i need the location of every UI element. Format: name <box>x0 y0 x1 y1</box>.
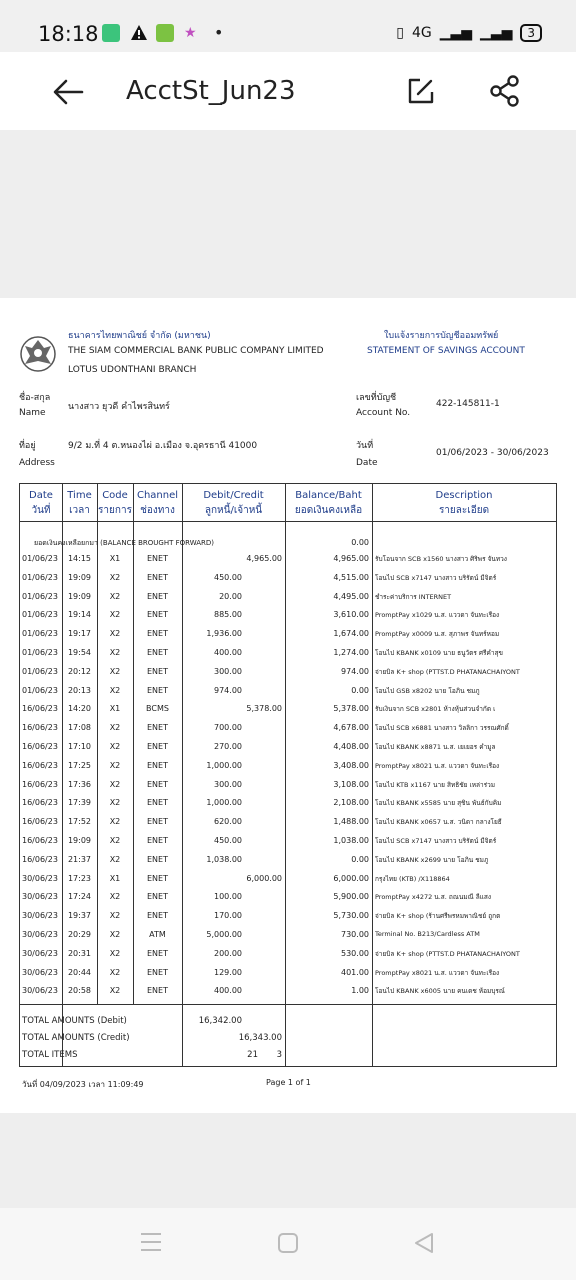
row-code: X2 <box>109 648 121 657</box>
home-icon[interactable] <box>277 1232 299 1254</box>
row-channel: ENET <box>147 854 168 864</box>
col-time: Time <box>67 490 92 501</box>
app-bar <box>0 52 576 130</box>
row-debit: 270.00 <box>214 742 242 751</box>
row-time: 14:15 <box>67 554 92 563</box>
date-label: Date <box>356 458 378 468</box>
row-balance: 4,495.00 <box>333 591 369 601</box>
page-number: Page 1 of 1 <box>266 1078 311 1087</box>
row-channel: ENET <box>147 760 168 770</box>
row-balance: 3,108.00 <box>333 779 369 789</box>
row-debit: 450.00 <box>214 836 242 845</box>
account-label-thai: เลขที่บัญชี <box>356 393 397 403</box>
row-debit: 400.00 <box>214 986 242 996</box>
row-description: รับโอนจาก SCB x1560 นางสาว ศิริพร จันทวง <box>375 555 507 563</box>
row-balance: 4,965.00 <box>333 554 369 563</box>
row-debit: 974.00 <box>214 685 242 695</box>
row-balance: 5,730.00 <box>333 911 369 921</box>
col-balance-thai: ยอดเงินคงเหลือ <box>294 505 363 516</box>
col-description: Description <box>435 490 493 501</box>
row-code: X2 <box>109 967 121 977</box>
row-code: X1 <box>109 873 121 883</box>
row-date: 30/06/23 <box>22 967 58 977</box>
row-channel: ENET <box>147 948 168 958</box>
row-date: 01/06/23 <box>22 591 58 601</box>
row-description: โอนไป KBANK x2699 นาย โอภิน ชมภู <box>375 855 489 864</box>
row-code: X2 <box>109 572 121 582</box>
row-balance: 1,488.00 <box>333 817 369 827</box>
row-date: 30/06/23 <box>22 986 58 996</box>
row-channel: ENET <box>147 911 168 921</box>
row-balance: 730.00 <box>341 930 369 939</box>
row-description: PromptPay x1029 น.ส. แววดา จันทะเรือง <box>375 611 500 620</box>
row-time: 14:20 <box>67 704 92 714</box>
row-debit: 300.00 <box>214 666 242 676</box>
col-code-thai: รายการ <box>98 505 132 516</box>
row-debit: 1,038.00 <box>206 854 242 864</box>
row-code: X2 <box>109 760 121 770</box>
row-debit: 5,000.00 <box>206 930 242 939</box>
row-balance: 974.00 <box>341 666 369 676</box>
row-description: โอนไป KBANK x0657 น.ส. วนิดา กลางโยธี <box>375 818 502 827</box>
row-description: จ่ายบิล K+ shop (ร้านศรีพรหมพาณิชย์ ถูกต <box>375 912 501 921</box>
row-date: 16/06/23 <box>22 817 58 827</box>
transaction-table <box>19 483 557 1067</box>
vibrate-icon: ▯ <box>396 25 404 41</box>
row-channel: ENET <box>147 873 168 883</box>
col-channel-thai: ช่องทาง <box>140 505 175 516</box>
row-balance: 3,610.00 <box>333 610 369 620</box>
row-description: โอนไป KTB x1167 นาย สิทธิชัย เหล่าร่วม <box>375 780 496 789</box>
row-debit: 620.00 <box>214 817 242 827</box>
row-date: 01/06/23 <box>22 666 58 676</box>
warning-icon <box>130 24 148 42</box>
row-code: X2 <box>109 742 121 751</box>
row-description: โอนไป SCB x7147 นางสาว บริรัตน์ มีจิตร์ <box>375 837 497 845</box>
row-balance: 2,108.00 <box>333 798 369 808</box>
row-balance: 1,038.00 <box>333 836 369 845</box>
row-date: 01/06/23 <box>22 648 58 657</box>
row-channel: ENET <box>147 967 168 977</box>
battery-icon: 3 <box>520 24 542 42</box>
row-code: X2 <box>109 723 121 733</box>
share-icon[interactable] <box>488 74 522 108</box>
row-credit: 4,965.00 <box>246 554 282 563</box>
row-description: ชำระค่าบริการ INTERNET <box>375 592 452 601</box>
account-label: Account No. <box>356 408 411 418</box>
row-balance: 401.00 <box>341 967 369 977</box>
row-time: 19:37 <box>67 911 92 921</box>
bank-name-thai: ธนาคารไทยพาณิชย์ จำกัด (มหาชน) <box>68 331 211 341</box>
row-description: PromptPay x0009 น.ส. สุภาพร จันทร์หอม <box>375 630 500 639</box>
row-time: 20:58 <box>67 986 92 996</box>
more-notifications-dot: • <box>214 23 224 42</box>
status-indicators <box>396 24 542 42</box>
address-value: 9/2 ม.ที่ 4 ต.หนองไผ่ อ.เมือง จ.อุดรธานี 41000 <box>68 441 258 451</box>
col-time-thai: เวลา <box>69 505 90 516</box>
row-description: รับเงินจาก SCB x2801 ห้างหุ้นส่วนจำกัด เ <box>375 705 496 714</box>
row-time: 19:09 <box>67 836 92 845</box>
address-label-thai: ที่อยู่ <box>19 441 36 451</box>
row-channel: ENET <box>147 572 168 582</box>
row-code: X2 <box>109 666 121 676</box>
row-balance: 4,515.00 <box>333 572 369 582</box>
row-date: 16/06/23 <box>22 742 58 751</box>
row-balance: 0.00 <box>351 854 369 864</box>
col-balance: Balance/Baht <box>295 490 362 501</box>
notification-app-icon <box>102 24 120 42</box>
row-credit: 5,378.00 <box>246 704 282 714</box>
row-description: โอนไป KBANK x5585 นาย สุชิน พันธ์กับคิม <box>375 799 502 808</box>
row-description: PromptPay x8021 น.ส. แววดา จันทะเรือง <box>375 968 500 977</box>
row-description: PromptPay x8021 น.ส. แววดา จันทะเรือง <box>375 761 500 770</box>
back-nav-icon[interactable] <box>413 1232 435 1254</box>
row-code: X2 <box>109 854 121 864</box>
row-channel: ATM <box>149 930 166 939</box>
document-margin-top <box>0 130 576 298</box>
row-code: X2 <box>109 892 121 902</box>
row-time: 20:13 <box>67 685 92 695</box>
row-debit: 300.00 <box>214 779 242 789</box>
row-debit: 200.00 <box>214 948 242 958</box>
row-channel: ENET <box>147 779 168 789</box>
signal-icon-2: ▁▃▅ <box>480 25 513 41</box>
row-code: X2 <box>109 685 121 695</box>
row-balance: 5,900.00 <box>333 892 369 902</box>
col-debit-credit: Debit/Credit <box>203 490 264 501</box>
row-debit: 700.00 <box>214 723 242 733</box>
row-description: โอนไป KBANK x0109 นาย ธนูวัตร ศรีคำสุข <box>375 649 503 657</box>
row-date: 30/06/23 <box>22 892 58 902</box>
row-balance: 4,678.00 <box>333 723 369 733</box>
account-holder-name: นางสาว ยุวดี คำไพรสินทร์ <box>68 402 170 412</box>
row-date: 01/06/23 <box>22 554 58 563</box>
bank-name-english: THE SIAM COMMERCIAL BANK PUBLIC COMPANY LIMITED <box>68 346 324 356</box>
row-debit: 1,936.00 <box>206 629 242 639</box>
total-credit-label: TOTAL AMOUNTS (Credit) <box>22 1033 130 1043</box>
bank-seal-logo <box>18 334 58 374</box>
recent-apps-icon[interactable] <box>140 1232 162 1252</box>
row-debit: 1,000.00 <box>206 760 242 770</box>
row-description: PromptPay x4272 น.ส. ถณนมณี ลีแสง <box>375 893 492 902</box>
row-date: 16/06/23 <box>22 836 58 845</box>
statement-period: 01/06/2023 - 30/06/2023 <box>436 448 549 458</box>
row-date: 01/06/23 <box>22 572 58 582</box>
row-code: X2 <box>109 798 121 808</box>
row-code: X1 <box>109 704 121 714</box>
row-code: X1 <box>109 554 121 563</box>
row-channel: ENET <box>147 986 168 996</box>
row-description: โอนไป KBANK x6005 นาย คนเดช ห้อมบุรณ์ <box>375 987 505 996</box>
row-code: X2 <box>109 930 121 939</box>
row-channel: ENET <box>147 610 168 620</box>
row-debit: 100.00 <box>214 892 242 902</box>
row-time: 17:23 <box>67 873 92 883</box>
back-arrow-icon[interactable] <box>50 74 86 110</box>
row-channel: ENET <box>147 892 168 902</box>
row-date: 16/06/23 <box>22 723 58 733</box>
row-time: 17:10 <box>67 742 92 751</box>
col-debit-credit-thai: ลูกหนี้/เจ้าหนี้ <box>204 505 263 516</box>
row-date: 16/06/23 <box>22 704 58 714</box>
row-time: 17:52 <box>67 817 92 827</box>
row-time: 17:36 <box>67 779 92 789</box>
brought-forward-label: ยอดเงินคงเหลือยกมา (BALANCE BROUGHT FORWARD) <box>34 539 215 547</box>
row-balance: 5,378.00 <box>333 704 369 714</box>
row-balance: 1.00 <box>351 986 369 996</box>
row-debit: 1,000.00 <box>206 798 242 808</box>
row-credit: 6,000.00 <box>246 873 282 883</box>
row-description: โอนไป SCB x6881 นางสาว วิลลิกา วรรณศักดิ์ <box>375 724 509 733</box>
brought-forward-balance: 0.00 <box>351 538 369 547</box>
row-date: 16/06/23 <box>22 760 58 770</box>
row-balance: 0.00 <box>351 685 369 695</box>
row-time: 19:17 <box>67 629 92 639</box>
row-code: X2 <box>109 948 121 958</box>
row-debit: 170.00 <box>214 911 242 921</box>
total-debit-value: 16,342.00 <box>198 1016 242 1026</box>
total-credit-value: 16,343.00 <box>238 1033 282 1043</box>
printed-timestamp: วันที่ 04/09/2023 เวลา 11:09:49 <box>22 1080 144 1089</box>
row-time: 19:09 <box>67 572 92 582</box>
col-date: Date <box>29 490 53 501</box>
row-channel: ENET <box>147 666 168 676</box>
row-date: 16/06/23 <box>22 779 58 789</box>
row-channel: BCMS <box>146 704 169 714</box>
address-label: Address <box>19 458 55 468</box>
row-date: 16/06/23 <box>22 854 58 864</box>
account-number: 422-145811-1 <box>436 399 500 409</box>
row-balance: 1,274.00 <box>333 648 369 657</box>
row-time: 20:12 <box>67 666 92 676</box>
document-margin-bottom <box>0 1113 576 1208</box>
row-debit: 450.00 <box>214 572 242 582</box>
row-date: 30/06/23 <box>22 911 58 921</box>
row-time: 19:54 <box>67 648 92 657</box>
row-channel: ENET <box>147 554 168 563</box>
system-nav-bar <box>0 1208 576 1280</box>
row-channel: ENET <box>147 685 168 695</box>
row-code: X2 <box>109 817 121 827</box>
row-time: 17:08 <box>67 723 92 733</box>
network-type: 4G <box>411 25 432 41</box>
row-description: จ่ายบิล K+ shop (PTTST.D PHATANACHAIYONT <box>375 949 520 958</box>
row-channel: ENET <box>147 723 168 733</box>
clock: 18:18 <box>38 22 99 46</box>
col-description-thai: รายละเอียด <box>438 505 490 516</box>
total-items-label: TOTAL ITEMS <box>22 1050 78 1060</box>
row-channel: ENET <box>147 629 168 639</box>
row-description: กรุงไทย (KTB) /X118864 <box>375 874 450 883</box>
row-date: 30/06/23 <box>22 873 58 883</box>
row-balance: 3,408.00 <box>333 760 369 770</box>
branch-name: LOTUS UDONTHANI BRANCH <box>68 365 197 375</box>
row-date: 01/06/23 <box>22 629 58 639</box>
row-channel: ENET <box>147 742 168 751</box>
row-date: 01/06/23 <box>22 685 58 695</box>
row-channel: ENET <box>147 817 168 827</box>
statement-title-thai: ใบแจ้งรายการบัญชีออมทรัพย์ <box>384 331 499 341</box>
row-code: X2 <box>109 836 121 845</box>
total-debit-label: TOTAL AMOUNTS (Debit) <box>22 1016 127 1026</box>
row-debit: 400.00 <box>214 648 242 657</box>
total-items-debit: 21 <box>247 1050 258 1060</box>
row-balance: 530.00 <box>341 948 369 958</box>
notification-app-icon-3: ★ <box>184 25 197 41</box>
row-channel: ENET <box>147 798 168 808</box>
statement-title-english: STATEMENT OF SAVINGS ACCOUNT <box>367 346 525 356</box>
row-balance: 4,408.00 <box>333 742 369 751</box>
row-channel: ENET <box>147 591 168 601</box>
date-label-thai: วันที่ <box>356 441 374 451</box>
total-items-credit: 3 <box>276 1050 282 1060</box>
row-time: 20:31 <box>67 948 92 958</box>
row-code: X2 <box>109 629 121 639</box>
row-code: X2 <box>109 610 121 620</box>
row-time: 17:39 <box>67 798 92 808</box>
notification-app-icon-2 <box>156 24 174 42</box>
row-time: 19:09 <box>67 591 92 601</box>
document-title: AcctSt_Jun23 <box>126 76 296 106</box>
row-time: 17:24 <box>67 892 92 902</box>
row-date: 30/06/23 <box>22 930 58 939</box>
row-debit: 20.00 <box>219 591 242 601</box>
row-channel: ENET <box>147 648 168 657</box>
row-time: 17:25 <box>67 760 92 770</box>
row-balance: 6,000.00 <box>333 873 369 883</box>
row-description: โอนไป KBANK x8871 น.ส. เยเยอร คำมูล <box>375 743 496 751</box>
edit-icon[interactable] <box>406 76 436 106</box>
row-time: 20:44 <box>67 967 92 977</box>
name-label-thai: ชื่อ-สกุล <box>19 393 51 403</box>
row-time: 19:14 <box>67 610 92 620</box>
signal-icon: ▁▃▅ <box>439 25 473 41</box>
row-date: 16/06/23 <box>22 798 58 808</box>
col-date-thai: วันที่ <box>31 505 51 516</box>
row-time: 21:37 <box>67 854 92 864</box>
row-description: โอนไป SCB x7147 นางสาว บริรัตน์ มีจิตร์ <box>375 573 497 582</box>
row-debit: 129.00 <box>214 967 242 977</box>
row-code: X2 <box>109 986 121 996</box>
row-debit: 885.00 <box>214 610 242 620</box>
statement-page[interactable] <box>0 298 576 1113</box>
col-channel: Channel <box>136 490 179 501</box>
row-date: 01/06/23 <box>22 610 58 620</box>
row-channel: ENET <box>147 836 168 845</box>
row-code: X2 <box>109 911 121 921</box>
row-date: 30/06/23 <box>22 948 58 958</box>
status-bar <box>0 0 576 52</box>
row-balance: 1,674.00 <box>333 629 369 639</box>
row-description: จ่ายบิล K+ shop (PTTST.D PHATANACHAIYONT <box>375 667 520 676</box>
name-label: Name <box>19 408 46 418</box>
col-code: Code <box>102 490 128 501</box>
row-code: X2 <box>109 591 121 601</box>
row-time: 20:29 <box>67 930 92 939</box>
row-code: X2 <box>109 779 121 789</box>
row-description: Terminal No. B213/Cardless ATM <box>375 930 480 938</box>
row-description: โอนไป GSB x8202 นาย โอภิน ชมภู <box>375 686 480 695</box>
